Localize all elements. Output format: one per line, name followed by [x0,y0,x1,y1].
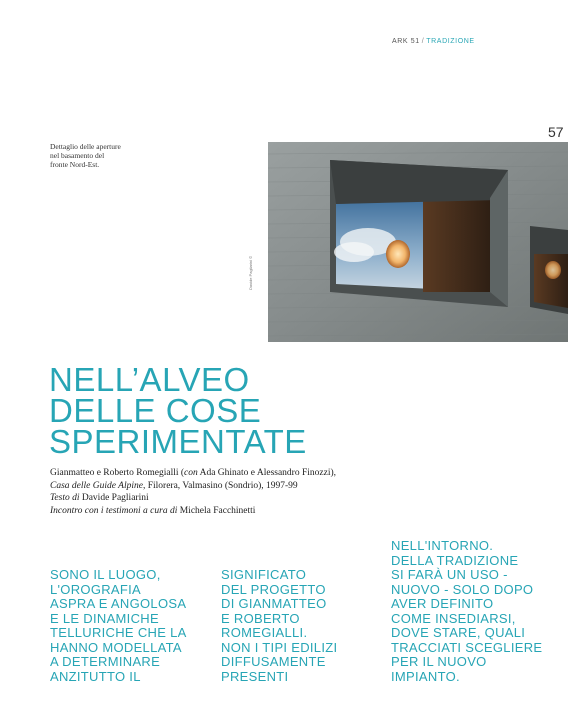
running-header [392,38,475,45]
intro-column-2 [221,568,337,684]
caption-line: Dettaglio delle aperture [50,142,121,151]
intro-line: TELLURICHE CHE LA [50,625,187,640]
article-credits [50,467,410,517]
title-line: NELL’ALVEO [49,361,250,398]
intro-line: NON I TIPI EDILIZI [221,639,338,655]
concrete-facade-photo [268,142,568,342]
photo-caption [50,142,140,169]
header-separator: / [421,38,425,45]
intro-line: L'OROGRAFIA [50,581,142,597]
intro-column-3 [391,539,542,684]
intro-line: PRESENTI [221,668,289,684]
credits-authors: Gianmatteo e Roberto Romegialli (con Ada Ghinato e Alessandro Finozzi), [50,468,337,478]
title-line: DELLE COSE [49,392,262,429]
intro-line: DIFFUSAMENTE [221,654,326,669]
credits-project: Casa delle Guide Alpine, Filorera, Valmasino (Sondrio), 1997-99 [50,480,298,491]
intro-line: DI GIANMATTEO [221,596,327,611]
issue-label: ARK 51 [392,38,420,45]
photo-credit: Davide Pagliarini © [248,255,253,290]
intro-line: A DETERMINARE [50,654,161,669]
intro-line: ANZITUTTO IL [50,668,141,684]
credits-text-author: Testo di Davide Pagliarini [50,493,149,503]
caption-line: fronte Nord-Est. [50,160,100,169]
intro-line: HANNO MODELLATA [50,639,182,655]
page-number: 57 [548,124,564,140]
credits-interview: Incontro con i testimoni a cura di Michela Facchinetti [50,505,256,516]
intro-line: NUOVO - SOLO DOPO [391,581,534,597]
intro-line: DEL PROGETTO [221,581,326,597]
intro-line: NELL'INTORNO. [391,538,494,553]
intro-line: DELLA TRADIZIONE [391,552,519,568]
intro-line: SIGNIFICATO [221,567,307,582]
intro-line: ASPRA E ANGOLOSA [50,596,187,611]
intro-line: AVER DEFINITO [391,596,494,611]
intro-line: PER IL NUOVO [391,654,487,669]
caption-line: nel basamento del [50,151,105,160]
intro-line: E ROBERTO [221,610,300,626]
facade-illustration [268,142,568,342]
title-line: SPERIMENTATE [49,423,307,460]
article-title [49,361,349,460]
intro-line: ROMEGIALLI. [221,625,308,640]
intro-line: E LE DINAMICHE [50,610,159,626]
intro-line: SI FARÀ UN USO - [391,567,508,582]
intro-line: SONO IL LUOGO, [50,567,161,582]
intro-line: IMPIANTO. [391,668,460,684]
intro-line: TRACCIATI SCEGLIERE [391,639,543,655]
intro-line: COME INSEDIARSI, [391,610,516,626]
intro-line: DOVE STARE, QUALI [391,625,526,640]
intro-column-1 [50,568,187,684]
section-label: TRADIZIONE [426,38,475,45]
